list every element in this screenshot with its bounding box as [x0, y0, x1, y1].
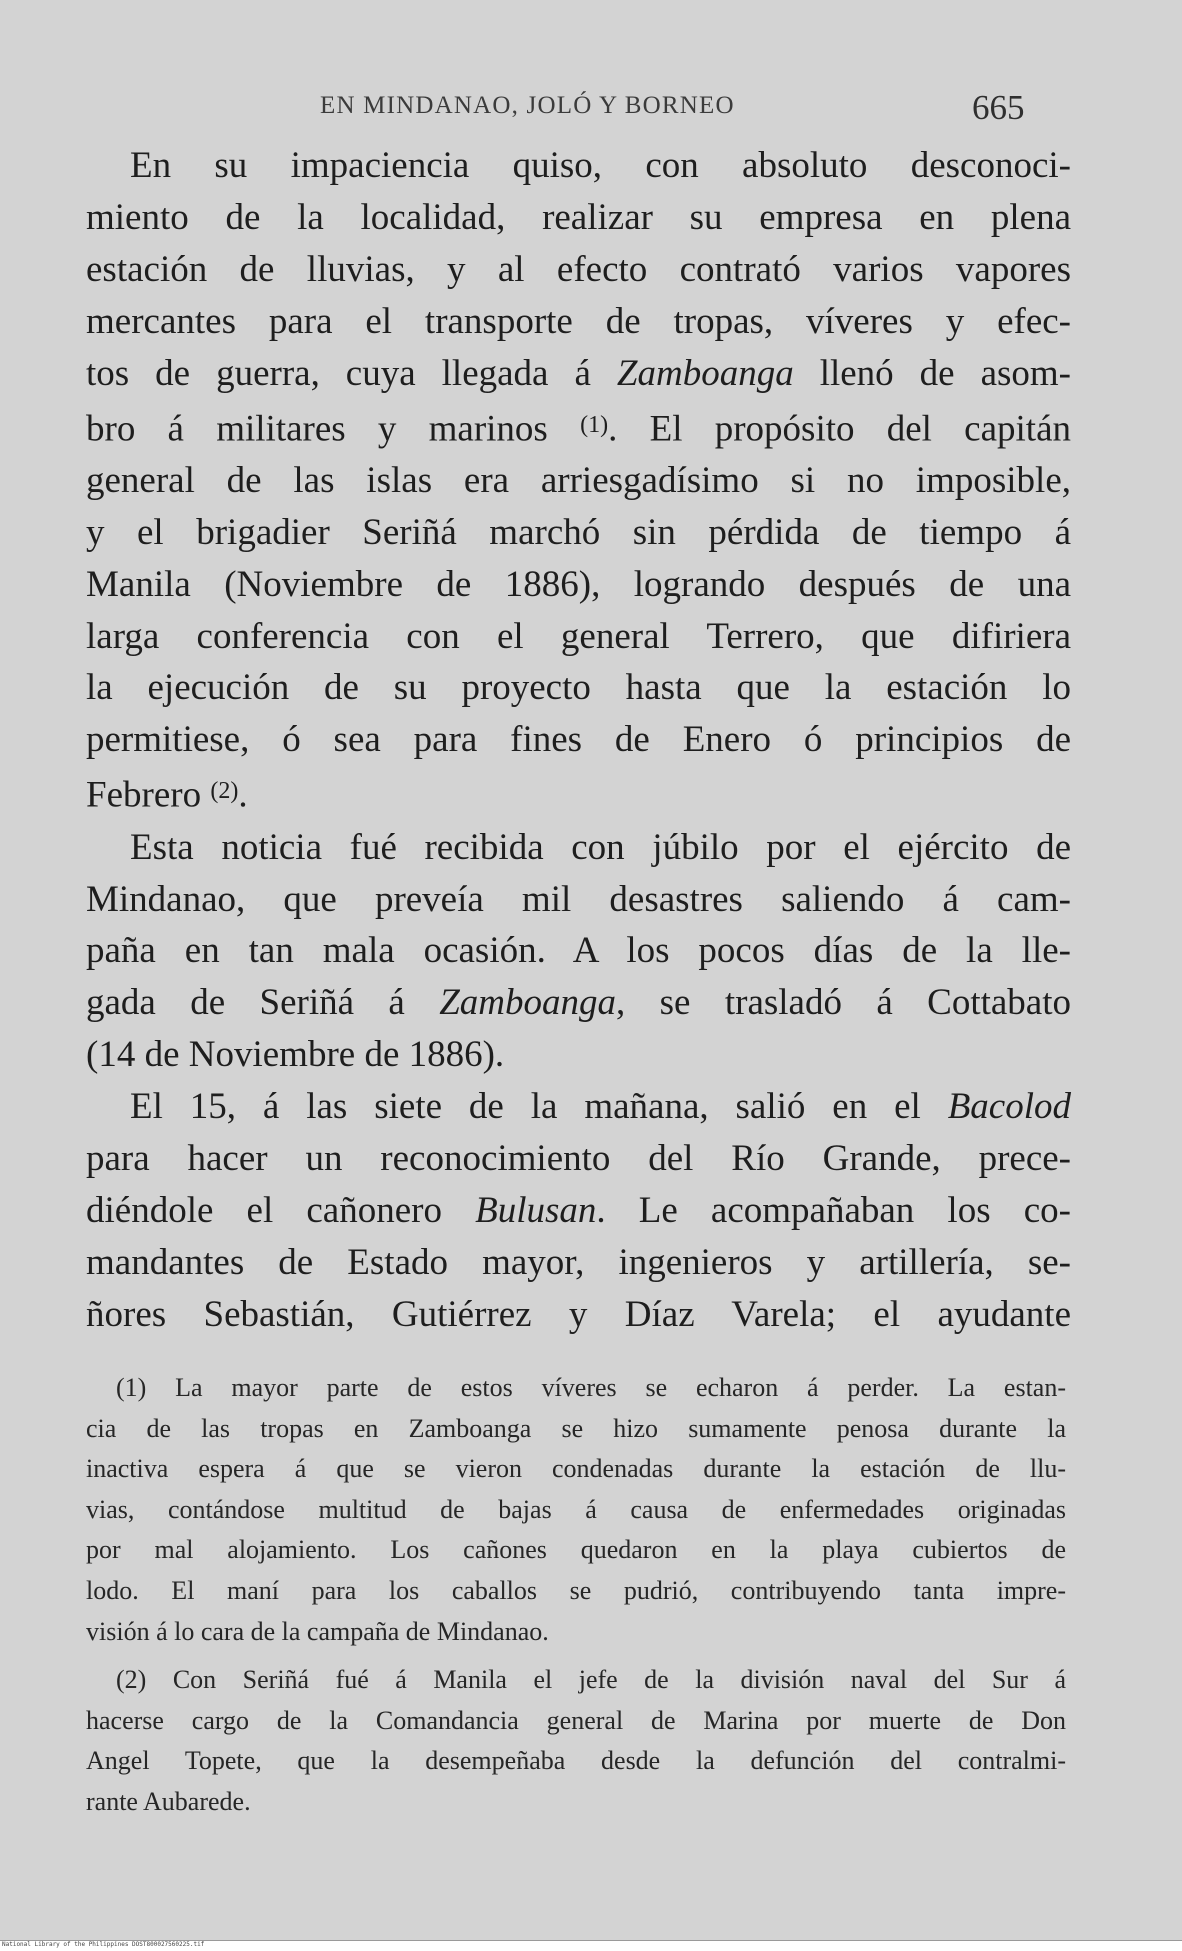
scan-footer-text: National Library of the Philippines DOST800027560225.tif	[2, 1941, 205, 1948]
text-line: mercantes para el transporte de tropas, víveres y efec-	[86, 300, 1071, 342]
footnote-line: lodo. El maní para los caballos se pudrió, contribuyendo tanta impre-	[86, 1575, 1066, 1605]
text-segment: . Le acompañaban los co-	[596, 1189, 1071, 1231]
footnote-line: (2) Con Seriñá fué á Manila el jefe de la división naval del Sur á	[116, 1665, 1066, 1695]
text-line: y el brigadier Seriñá marchó sin pérdida de tiempo á	[86, 511, 1071, 553]
footnote-line: visión á lo cara de la campaña de Mindanao.	[86, 1616, 549, 1646]
footnote-line: rante Aubarede.	[86, 1786, 251, 1816]
footnote-line: hacerse cargo de la Comandancia general de Marina por muerte de Don	[86, 1705, 1066, 1735]
text-line	[86, 400, 1071, 455]
footnote-line: vias, contándose multitud de bajas á causa de enfermedades originadas	[86, 1494, 1066, 1524]
text-line: permitiese, ó sea para fines de Enero ó principios de	[86, 719, 1071, 761]
text-line: paña en tan mala ocasión. A los pocos días de la lle-	[86, 930, 1071, 972]
text-line	[86, 1081, 1071, 1133]
text-line: (14 de Noviembre de 1886).	[86, 1034, 505, 1076]
footnote-line: por mal alojamiento. Los cañones quedaron en la playa cubiertos de	[86, 1535, 1066, 1565]
text-segment: . El propósito del capitán	[608, 407, 1071, 449]
text-segment: , se trasladó á Cottabato	[616, 982, 1072, 1024]
text-line: miento de la localidad, realizar su empresa en plena	[86, 196, 1071, 238]
text-line: mandantes de Estado mayor, ingenieros y artillería, se-	[86, 1241, 1071, 1283]
text-segment: gada de Seriñá á	[86, 982, 440, 1024]
footnote-line: Angel Topete, que la desempeñaba desde la defunción del contralmi-	[86, 1746, 1066, 1776]
italic-place-name: Zamboanga	[616, 352, 794, 394]
footnote-reference: (1)	[580, 411, 609, 438]
text-line	[86, 977, 1071, 1029]
text-line: la ejecución de su proyecto hasta que la estación lo	[86, 667, 1071, 709]
footnote-reference: (2)	[210, 778, 239, 805]
text-segment: El 15, á las siete de la mañana, salió en el	[130, 1086, 948, 1128]
running-title: EN MINDANAO, JOLÓ Y BORNEO	[320, 92, 735, 119]
text-line: En su impaciencia quiso, con absoluto desconoci-	[130, 145, 1071, 186]
text-line: larga conferencia con el general Terrero, que difiriera	[86, 615, 1071, 657]
text-line: Mindanao, que preveía mil desastres saliendo á cam-	[86, 878, 1071, 920]
text-segment: bro á militares y marinos	[86, 407, 581, 449]
text-line: Manila (Noviembre de 1886), logrando después de una	[86, 563, 1071, 605]
italic-place-name: Zamboanga	[439, 982, 617, 1024]
text-segment: llenó de asom-	[793, 352, 1072, 394]
footnote-line: (1) La mayor parte de estos víveres se echaron á perder. La estan-	[116, 1373, 1066, 1402]
footnote-line: inactiva espera á que se vieron condenadas durante la estación de llu-	[86, 1454, 1066, 1484]
text-segment: Febrero	[86, 774, 211, 816]
italic-ship-name: Bacolod	[947, 1086, 1071, 1128]
text-segment: tos de guerra, cuya llegada á	[86, 352, 617, 394]
text-line	[86, 348, 1071, 400]
text-segment: diéndole el cañonero	[86, 1189, 476, 1231]
text-line	[86, 766, 1071, 821]
text-line	[86, 1185, 1071, 1237]
footnotes	[86, 1368, 1066, 1823]
italic-ship-name: Bulusan	[475, 1189, 597, 1231]
text-segment: .	[238, 774, 248, 816]
text-line: ñores Sebastián, Gutiérrez y Díaz Varela; el ayudante	[86, 1293, 1071, 1335]
main-text	[86, 140, 1071, 1341]
text-line: Esta noticia fué recibida con júbilo por el ejército de	[130, 826, 1071, 868]
page-number: 665	[972, 88, 1025, 127]
text-line: para hacer un reconocimiento del Río Grande, prece-	[86, 1138, 1071, 1180]
text-line: general de las islas era arriesgadísimo si no imposible,	[86, 459, 1071, 501]
text-line: estación de lluvias, y al efecto contrató varios vapores	[86, 248, 1071, 290]
footnote-line: cia de las tropas en Zamboanga se hizo sumamente penosa durante la	[86, 1413, 1066, 1443]
footnote-separator	[86, 1652, 1066, 1660]
